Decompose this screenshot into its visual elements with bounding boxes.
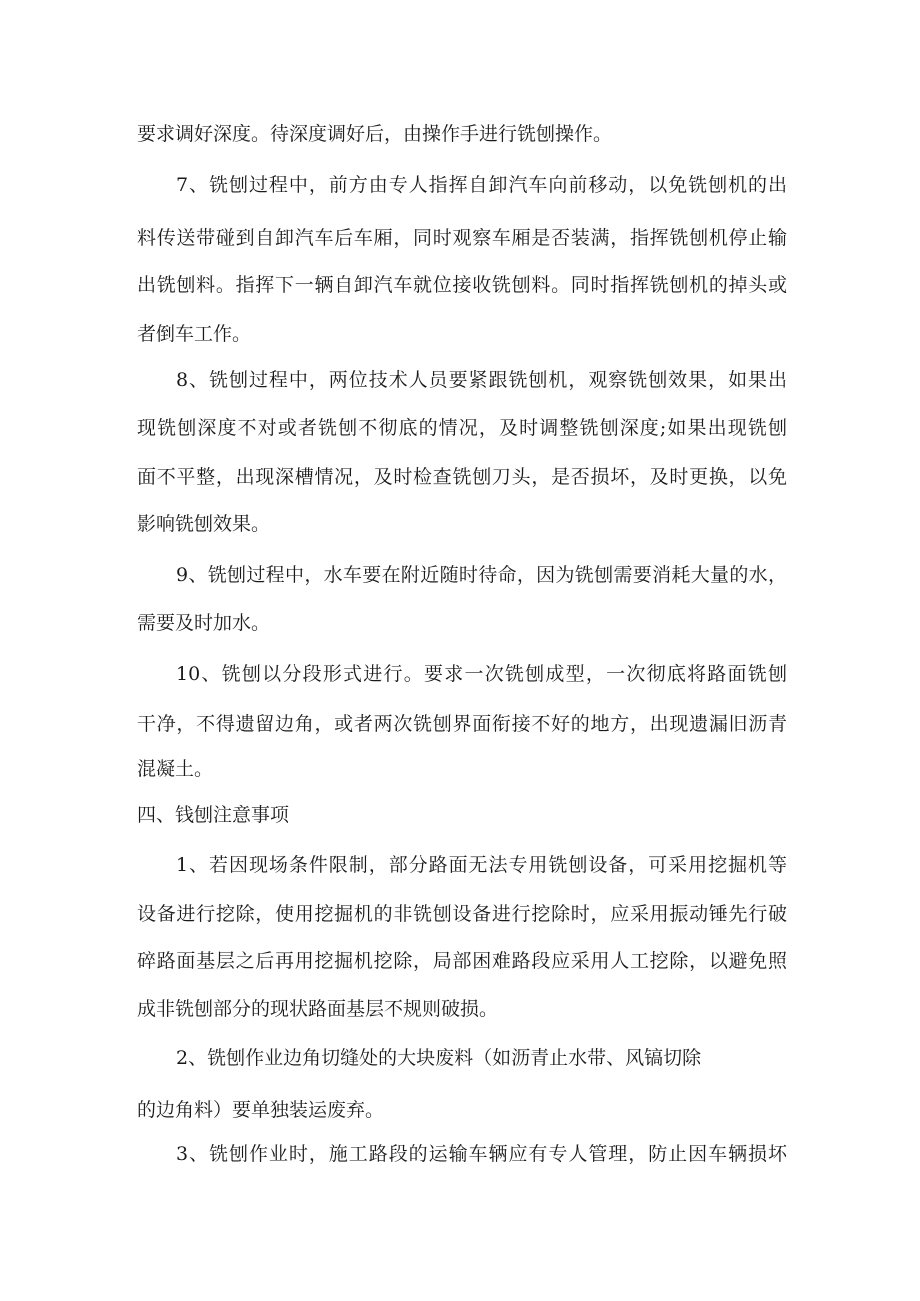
- text-line: 面不平整，出现深槽情况，及时检查铣刨刀头，是否损坏，及时更换，以免: [137, 466, 787, 488]
- paragraph-8-line: 8、铣刨过程中，两位技术人员要紧跟铣刨机，观察铣刨效果，如果出: [176, 369, 787, 391]
- text-line: 要求调好深度。待深度调好后，由操作手进行铣刨操作。: [137, 123, 613, 145]
- paragraph-7-line: 7、铣刨过程中，前方由专人指挥自卸汽车向前移动，以免铣刨机的出: [176, 174, 787, 196]
- section-4-item-2-line: 2、铣刨作业边角切缝处的大块废料（如沥青止水带、风镐切除: [176, 1047, 702, 1069]
- text-line: 现铣刨深度不对或者铣刨不彻底的情况，及时调整铣刨深度;如果出现铣刨: [137, 417, 787, 439]
- section-heading: 四、钱刨注意事项: [137, 804, 290, 826]
- text-line: 设备进行挖除，使用挖掘机的非铣刨设备进行挖除时，应采用振动锤先行破: [137, 903, 787, 925]
- text-line: 干净，不得遗留边角，或者两次铣刨界面衔接不好的地方，出现遗漏旧沥青: [137, 713, 787, 735]
- text-line: 影响铣刨效果。: [137, 513, 271, 535]
- text-line: 混凝土。: [137, 758, 214, 780]
- paragraph-9-line: 9、铣刨过程中，水车要在附近随时待命，因为铣刨需要消耗大量的水，: [176, 564, 787, 586]
- text-line: 碎路面基层之后再用挖掘机挖除，局部困难路段应采用人工挖除，以避免照: [137, 950, 787, 972]
- text-line: 成非铣刨部分的现状路面基层不规则破损。: [137, 998, 499, 1020]
- text-line: 出铣刨料。指挥下一辆自卸汽车就位接收铣刨料。同时指挥铣刨机的掉头或: [137, 274, 787, 296]
- text-line: 料传送带碰到自卸汽车后车厢，同时观察车厢是否装满，指挥铣刨机停止输: [137, 227, 787, 249]
- section-4-item-1-line: 1、若因现场条件限制，部分路面无法专用铣刨设备，可采用挖掘机等: [176, 854, 787, 876]
- text-line: 需要及时加水。: [137, 612, 271, 634]
- text-line: 者倒车工作。: [137, 323, 252, 345]
- section-4-item-3-line: 3、铣刨作业时，施工路段的运输车辆应有专人管理，防止因车辆损坏: [176, 1143, 787, 1165]
- paragraph-10-line: 10、铣刨以分段形式进行。要求一次铣刨成型，一次彻底将路面铣刨: [176, 663, 787, 685]
- text-line: 的边角料）要单独装运废弃。: [137, 1099, 385, 1121]
